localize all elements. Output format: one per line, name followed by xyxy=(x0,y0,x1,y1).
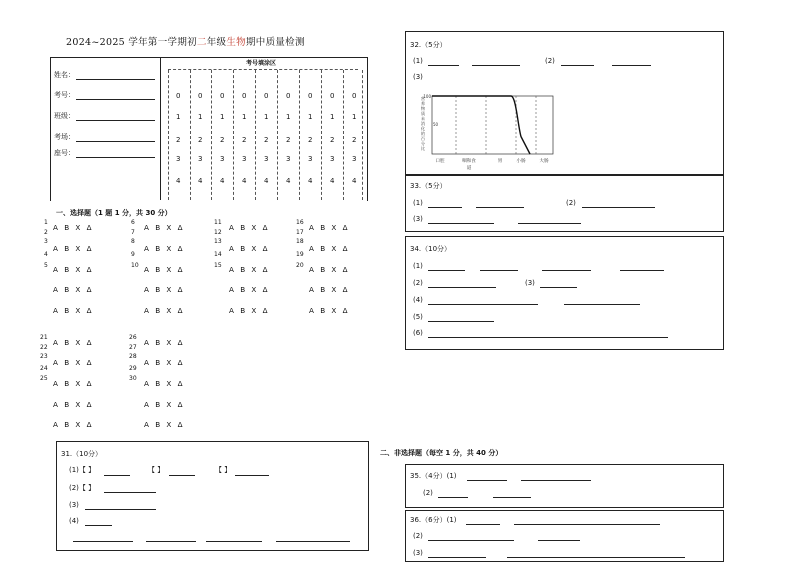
question-number: 27 xyxy=(129,344,137,351)
fill-digit[interactable]: 2 xyxy=(352,136,357,144)
q31-blank[interactable] xyxy=(146,541,196,542)
fill-digit[interactable]: 4 xyxy=(198,177,203,185)
title-part: 2024~2025 学年第一学期初 xyxy=(66,37,197,48)
fill-grid-divider xyxy=(190,70,191,200)
chart-ylabel-char: 未 xyxy=(420,116,426,121)
fill-area-top-line xyxy=(168,69,358,70)
chart-ylabel-char: 比 xyxy=(420,146,426,151)
fill-grid-divider xyxy=(233,70,234,200)
fill-digit[interactable]: 1 xyxy=(286,113,291,121)
question-number: 28 xyxy=(129,353,137,360)
fill-digit[interactable]: 1 xyxy=(220,113,225,121)
fill-digit[interactable]: 4 xyxy=(308,177,313,185)
title-part: 年级 xyxy=(206,37,227,48)
chart-ytick: 50 xyxy=(433,122,439,127)
q33-label: 33.（5分） xyxy=(410,182,447,190)
page-title xyxy=(66,34,305,48)
answer-options[interactable]: A B X Δ xyxy=(144,306,185,315)
q34-blank[interactable] xyxy=(542,270,591,271)
fill-digit[interactable]: 1 xyxy=(176,113,181,121)
answer-options[interactable]: A B X Δ xyxy=(53,400,94,409)
fill-digit[interactable]: 3 xyxy=(330,155,335,163)
fill-digit[interactable]: 1 xyxy=(242,113,247,121)
fill-digit[interactable]: 2 xyxy=(264,136,269,144)
answer-options[interactable]: A B X Δ xyxy=(144,223,185,232)
answer-options[interactable]: A B X Δ xyxy=(53,223,94,232)
fill-grid-divider xyxy=(168,70,169,200)
info-divider xyxy=(160,57,161,200)
chart-ylabel-char: 养 xyxy=(420,101,426,106)
q31-1b: 【 】 xyxy=(148,466,165,474)
question-number: 4 xyxy=(44,251,48,258)
answer-options[interactable]: A B X Δ xyxy=(229,285,270,294)
chart-plot-area xyxy=(432,96,553,154)
q32-2: (2) xyxy=(545,57,555,65)
q31-1a: (1)【 】 xyxy=(69,466,96,474)
q32-1: (1) xyxy=(413,57,423,65)
info-field-input[interactable] xyxy=(76,157,155,158)
q32-blank[interactable] xyxy=(472,65,520,66)
answer-options[interactable]: A B X Δ xyxy=(144,379,185,388)
q31-blank[interactable] xyxy=(104,475,130,476)
fill-digit[interactable]: 4 xyxy=(352,177,357,185)
question-number: 11 xyxy=(214,219,222,226)
q36-3: (3) xyxy=(413,549,423,557)
answer-options[interactable]: A B X Δ xyxy=(144,420,185,429)
chart-ylabel-char: 的 xyxy=(420,131,426,136)
fill-digit[interactable]: 3 xyxy=(176,155,181,163)
fill-digit[interactable]: 3 xyxy=(198,155,203,163)
answer-options[interactable]: A B X Δ xyxy=(229,265,270,274)
fill-digit[interactable]: 0 xyxy=(176,92,181,100)
chart-ylabel-char: 消 xyxy=(420,121,426,126)
q31-blank[interactable] xyxy=(235,475,269,476)
fill-digit[interactable]: 4 xyxy=(242,177,247,185)
fill-grid-divider xyxy=(343,70,344,200)
q36-blank[interactable] xyxy=(428,557,486,558)
chart-ytick: 100 xyxy=(423,94,431,99)
q34-blank[interactable] xyxy=(480,270,518,271)
q34-3: (3) xyxy=(525,279,535,287)
q31-blank[interactable] xyxy=(104,492,156,493)
q33-blank[interactable] xyxy=(518,223,581,224)
question-number: 17 xyxy=(296,229,304,236)
fill-digit[interactable]: 3 xyxy=(242,155,247,163)
fill-grid-divider xyxy=(211,70,212,200)
q34-blank[interactable] xyxy=(620,270,664,271)
question-number: 9 xyxy=(131,251,135,258)
fill-digit[interactable]: 1 xyxy=(352,113,357,121)
q35-label: 35.（4分）(1) xyxy=(410,472,457,480)
q31-2: (2)【 】 xyxy=(69,484,96,492)
q35-blank[interactable] xyxy=(521,480,591,481)
q33-blank[interactable] xyxy=(428,207,462,208)
info-field-input[interactable] xyxy=(76,79,155,80)
answer-options[interactable]: A B X Δ xyxy=(144,265,185,274)
question-number: 18 xyxy=(296,238,304,245)
q36-blank[interactable] xyxy=(428,540,514,541)
question-number: 3 xyxy=(44,238,48,245)
q35-blank[interactable] xyxy=(438,497,468,498)
answer-options[interactable]: A B X Δ xyxy=(144,244,185,253)
title-subject: 生物 xyxy=(226,37,246,48)
q33-blank[interactable] xyxy=(582,207,655,208)
fill-digit[interactable]: 1 xyxy=(330,113,335,121)
fill-grid-divider xyxy=(299,70,300,200)
digestion-chart xyxy=(408,88,558,176)
question-number: 16 xyxy=(296,219,304,226)
q32-3: (3) xyxy=(413,73,423,81)
fill-digit[interactable]: 4 xyxy=(330,177,335,185)
fill-digit[interactable]: 0 xyxy=(198,92,203,100)
chart-category-label: 小肠 xyxy=(516,159,526,164)
q34-label: 34.（10分） xyxy=(410,245,452,253)
fill-digit[interactable]: 0 xyxy=(330,92,335,100)
q32-blank[interactable] xyxy=(561,65,594,66)
q35-blank[interactable] xyxy=(493,497,531,498)
question-number: 25 xyxy=(40,375,48,382)
chart-ylabel-char: 营 xyxy=(420,96,426,101)
section1-heading: 一、选择题（1 题 1 分，共 30 分） xyxy=(56,209,172,217)
q33-2: (2) xyxy=(566,199,576,207)
fill-digit[interactable]: 1 xyxy=(264,113,269,121)
fill-grid-divider xyxy=(321,70,322,200)
q36-blank[interactable] xyxy=(466,524,500,525)
info-field-input[interactable] xyxy=(76,141,155,142)
question-number: 21 xyxy=(40,334,48,341)
chart-ylabel-char: 化 xyxy=(420,126,426,131)
q33-blank[interactable] xyxy=(476,207,524,208)
answer-options[interactable]: A B X Δ xyxy=(53,265,94,274)
title-grade: 二 xyxy=(196,37,207,48)
fill-digit[interactable]: 3 xyxy=(220,155,225,163)
q34-blank[interactable] xyxy=(428,270,465,271)
question-number: 26 xyxy=(129,334,137,341)
fill-grid-divider xyxy=(277,70,278,200)
fill-digit[interactable]: 0 xyxy=(286,92,291,100)
info-field-label: 班级： xyxy=(54,112,75,120)
answer-options[interactable]: A B X Δ xyxy=(229,223,270,232)
question-number: 19 xyxy=(296,251,304,258)
q34-blank[interactable] xyxy=(428,321,494,322)
fill-digit[interactable]: 4 xyxy=(176,177,181,185)
fill-digit[interactable]: 2 xyxy=(198,136,203,144)
title-part: 期中质量检测 xyxy=(245,37,305,48)
q35-2: (2) xyxy=(423,489,433,497)
fill-grid-divider xyxy=(362,70,363,200)
q31-blank[interactable] xyxy=(73,541,133,542)
answer-options[interactable]: A B X Δ xyxy=(144,358,185,367)
question-number: 20 xyxy=(296,262,304,269)
answer-options[interactable]: A B X Δ xyxy=(144,338,185,347)
q33-1: (1) xyxy=(413,199,423,207)
question-number: 7 xyxy=(131,229,135,236)
q35-box xyxy=(405,464,724,508)
chart-ylabel-char: 百 xyxy=(420,136,426,141)
q31-box xyxy=(56,441,369,551)
answer-options[interactable]: A B X Δ xyxy=(309,223,350,232)
fill-digit[interactable]: 3 xyxy=(286,155,291,163)
fill-digit[interactable]: 0 xyxy=(308,92,313,100)
fill-digit[interactable]: 2 xyxy=(286,136,291,144)
chart-category-label: 胃 xyxy=(497,159,503,164)
q35-blank[interactable] xyxy=(467,480,507,481)
chart-ylabel-char: 质 xyxy=(420,111,426,116)
fill-digit[interactable]: 0 xyxy=(352,92,357,100)
chart-ylabel-char: 分 xyxy=(420,141,426,146)
q36-label: 36.（6分）(1) xyxy=(410,516,457,524)
q32-blank[interactable] xyxy=(428,65,459,66)
answer-options[interactable]: A B X Δ xyxy=(53,420,94,429)
question-number: 13 xyxy=(214,238,222,245)
q33-3: (3) xyxy=(413,215,423,223)
chart-category-label: 大肠 xyxy=(539,159,549,164)
fill-digit[interactable]: 2 xyxy=(242,136,247,144)
question-number: 1 xyxy=(44,219,48,226)
fill-digit[interactable]: 0 xyxy=(220,92,225,100)
fill-digit[interactable]: 4 xyxy=(220,177,225,185)
q32-blank[interactable] xyxy=(612,65,651,66)
answer-options[interactable]: A B X Δ xyxy=(53,358,94,367)
answer-options[interactable]: A B X Δ xyxy=(309,306,350,315)
fill-digit[interactable]: 0 xyxy=(242,92,247,100)
answer-options[interactable]: A B X Δ xyxy=(53,285,94,294)
fill-digit[interactable]: 4 xyxy=(264,177,269,185)
info-field-label: 座号： xyxy=(54,149,75,157)
q31-blank[interactable] xyxy=(85,525,112,526)
q36-blank[interactable] xyxy=(514,524,660,525)
info-field-label: 考号： xyxy=(54,91,75,99)
q31-blank[interactable] xyxy=(85,509,156,510)
q31-blank[interactable] xyxy=(206,541,262,542)
question-number: 10 xyxy=(131,262,139,269)
question-number: 2 xyxy=(44,229,48,236)
question-number: 22 xyxy=(40,344,48,351)
question-number: 5 xyxy=(44,262,48,269)
answer-options[interactable]: A B X Δ xyxy=(309,244,350,253)
q36-blank[interactable] xyxy=(507,557,685,558)
question-number: 8 xyxy=(131,238,135,245)
question-number: 6 xyxy=(131,219,135,226)
answer-options[interactable]: A B X Δ xyxy=(229,306,270,315)
q33-blank[interactable] xyxy=(428,223,494,224)
fill-digit[interactable]: 2 xyxy=(308,136,313,144)
fill-digit[interactable]: 4 xyxy=(286,177,291,185)
q34-blank[interactable] xyxy=(428,304,538,305)
question-number: 29 xyxy=(129,365,137,372)
q34-6: (6) xyxy=(413,329,423,337)
fill-digit[interactable]: 1 xyxy=(308,113,313,121)
q34-blank[interactable] xyxy=(540,287,577,288)
info-field-label: 姓名： xyxy=(54,71,75,79)
chart-series-line xyxy=(432,96,530,154)
fill-digit[interactable]: 1 xyxy=(198,113,203,121)
fill-digit[interactable]: 2 xyxy=(330,136,335,144)
question-number: 14 xyxy=(214,251,222,258)
answer-options[interactable]: A B X Δ xyxy=(53,244,94,253)
section2-heading: 二、非选择题（每空 1 分，共 40 分） xyxy=(380,449,503,457)
answer-options[interactable]: A B X Δ xyxy=(309,265,350,274)
info-field-label: 考场： xyxy=(54,133,75,141)
answer-options[interactable]: A B X Δ xyxy=(144,400,185,409)
fill-digit[interactable]: 2 xyxy=(220,136,225,144)
question-number: 23 xyxy=(40,353,48,360)
fill-digit[interactable]: 3 xyxy=(352,155,357,163)
fill-digit[interactable]: 3 xyxy=(308,155,313,163)
answer-options[interactable]: A B X Δ xyxy=(53,379,94,388)
info-field-input[interactable] xyxy=(76,99,155,100)
question-number: 12 xyxy=(214,229,222,236)
q34-2: (2) xyxy=(413,279,423,287)
chart-category-label: 咽和食 xyxy=(462,159,476,164)
q34-box xyxy=(405,236,724,350)
answer-options[interactable]: A B X Δ xyxy=(309,285,350,294)
q34-blank[interactable] xyxy=(428,337,668,338)
fill-area-label: 考号填涂区 xyxy=(246,60,277,67)
question-number: 15 xyxy=(214,262,222,269)
q31-4: (4) xyxy=(69,517,79,525)
answer-options[interactable]: A B X Δ xyxy=(53,338,94,347)
answer-options[interactable]: A B X Δ xyxy=(229,244,270,253)
q34-5: (5) xyxy=(413,313,423,321)
chart-category-label: 口腔 xyxy=(435,159,445,164)
q31-blank[interactable] xyxy=(276,541,350,542)
q34-4: (4) xyxy=(413,296,423,304)
q31-blank[interactable] xyxy=(169,475,195,476)
q31-label: 31.（10分） xyxy=(61,450,103,458)
q36-2: (2) xyxy=(413,532,423,540)
q34-1: (1) xyxy=(413,262,423,270)
fill-digit[interactable]: 3 xyxy=(264,155,269,163)
answer-options[interactable]: A B X Δ xyxy=(144,285,185,294)
chart-ylabel-char: 物 xyxy=(420,106,426,111)
fill-digit[interactable]: 2 xyxy=(176,136,181,144)
q34-blank[interactable] xyxy=(564,304,640,305)
q36-blank[interactable] xyxy=(538,540,580,541)
fill-grid-divider xyxy=(255,70,256,200)
info-field-input[interactable] xyxy=(76,120,155,121)
answer-options[interactable]: A B X Δ xyxy=(53,306,94,315)
q31-1c: 【 】 xyxy=(215,466,232,474)
question-number: 24 xyxy=(40,365,48,372)
fill-digit[interactable]: 0 xyxy=(264,92,269,100)
q31-3: (3) xyxy=(69,501,79,509)
chart-category-label: 道 xyxy=(466,166,472,171)
q34-blank[interactable] xyxy=(428,287,496,288)
q32-label: 32.（5分） xyxy=(410,41,447,49)
question-number: 30 xyxy=(129,375,137,382)
